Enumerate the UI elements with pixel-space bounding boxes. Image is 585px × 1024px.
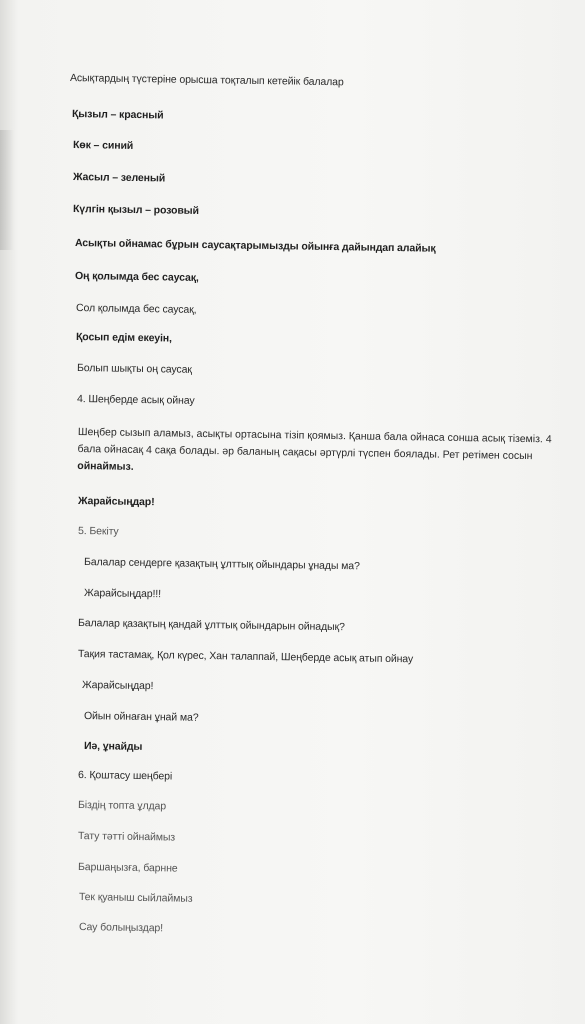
text-line: Болып шықты оң саусақ [76,362,192,376]
text-line: Қосып едім екеуін, [75,331,172,345]
paragraph-line: ойнаймыз. [77,459,134,473]
section-heading: 5. Бекіту [77,525,119,538]
text-line: Асықтардың түстеріне орысша тоқталып кетейік балалар [69,72,344,89]
text-line: Тақия тастамақ, Қол күрес, Хан талаппай, Шеңберде асық атып ойнау [77,648,414,666]
text-line: Ойын ойнаған ұнай ма? [83,710,199,724]
text-line: Жарайсыңдар! [81,679,154,693]
text-line: Жасыл – зеленый [72,171,166,185]
section-heading: 4. Шеңберде асық ойнау [76,393,195,407]
section-heading: 6. Қоштасу шеңбері [77,769,173,783]
paragraph [77,424,552,482]
text-line: Оң қолымда бес саусақ, [74,270,199,284]
text-line: Күлгін қызыл – розовый [72,203,200,217]
text-line: Тек қуаныш сыйлаймыз [78,891,193,905]
text-line: Балалар сендерге қазақтың ұлттық ойындары ұнады ма? [83,556,360,573]
text-line: Көк – синий [72,139,134,152]
text-line: Иә, ұнайды [83,740,143,753]
text-line: Балалар қазақтың қандай ұлттық ойындарын ойнадық? [77,617,345,634]
text-line: Біздің топта ұлдар [77,799,167,813]
text-line: Сау болыңыздар! [78,921,164,935]
text-line: Жарайсыңдар! [77,495,155,509]
text-line: Жарайсыңдар!!! [83,587,162,601]
text-line: Қызыл – красный [71,108,164,122]
paragraph-line: бала ойнасақ 4 сақа болады. әр баланың сақасы әртүрлі түспен боялады. Рет ретімен сосын [77,442,533,463]
text-line: Баршаңызға, барнне [77,861,178,875]
text-line: Асықты ойнамас бұрын саусақтарымызды ойынға дайындап алайық [74,237,436,255]
text-line: Тату тәтті ойнаймыз [77,830,176,844]
paragraph-line: Шеңбер сызып аламыз, асықты ортасына тізіп қоямыз. Қанша бала ойнаса сонша асық тіземіз. 4 [77,425,552,446]
text-line: Сол қолымда бес саусақ, [75,302,197,316]
